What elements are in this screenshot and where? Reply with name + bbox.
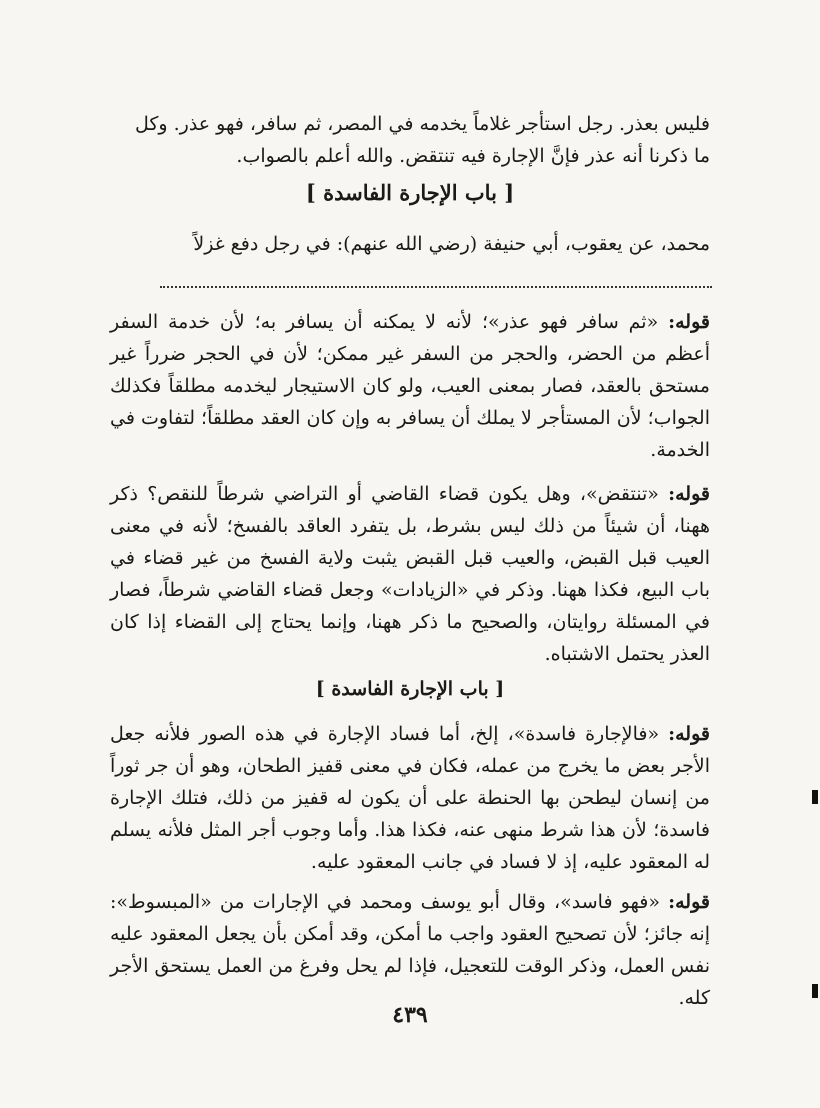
commentary-paragraph-3 — [110, 718, 710, 878]
section-heading-commentary: [ باب الإجارة الفاسدة ] — [315, 678, 505, 700]
commentary-text: «فالإجارة فاسدة»، إلخ، أما فساد الإجارة في هذه الصور فلأنه جعل الأجر بعض ما يخرج من عمله، فكان في معنى قفيز الطحان، وهو أن جر ثوراً من إنسان ليطحن بها الحنطة على أن يكون له قفيز من ذلك، فتلك الإجارة فاسدة؛ لأن هذا شرط منهى عنه، فكذا هذا. وأما وجوب أجر المثل فلأنه يسلم له المعقود عليه، إذ لا فساد في جانب المعقود عليه. — [110, 723, 710, 873]
commentary-paragraph-1 — [110, 306, 710, 466]
commentary-paragraph-2 — [110, 478, 710, 670]
margin-mark — [812, 790, 818, 804]
commentary-text: «ثم سافر فهو عذر»؛ لأنه لا يمكنه أن يسافر به؛ لأن خدمة السفر أعظم من الحضر، والحجر من السفر غير ممكن؛ لأن في الحجر ضرراً غير مستحق بالعقد، فصار بمعنى العيب، ولو كان الاستيجار ليخدمه مطلقاً فكذلك الجواب؛ لأن المستأجر لا يملك أن يسافر به وإن كان العقد مطلقاً؛ لتفاوت في الخدمة. — [110, 311, 710, 461]
top-line-1: فليس بعذر. رجل استأجر غلاماً يخدمه في المصر، ثم سافر، فهو عذر. وكل — [134, 113, 710, 135]
commentary-text: «تنتقض»، وهل يكون قضاء القاضي أو التراضي شرطاً للنقص؟ ذكر ههنا، أن شيئاً من ذلك ليس بشرط، بل يتفرد العاقد بالفسخ؛ لأنه في معنى العيب قبل القبض، والعيب قبل القبض يثبت ولاية الفسخ من غير قضاء في باب البيع، فكذا ههنا. وذكر في «الزيادات» وجعل قضاء القاضي شرطاً، فصار في المسئلة روايتان، والصحيح ما ذكر ههنا، وإنما يحتاج إلى القضاء إذا كان العذر يحتمل الاشتباه. — [110, 483, 710, 665]
commentary-label: قوله: — [668, 723, 710, 745]
intro-line: محمد، عن يعقوب، أبي حنيفة (رضي الله عنهم): في رجل دفع غزلاً — [193, 233, 710, 255]
margin-mark — [812, 984, 818, 998]
top-line-2: ما ذكرنا أنه عذر فإنَّ الإجارة فيه تنتقض. والله أعلم بالصواب. — [236, 145, 710, 167]
section-heading-main: [ باب الإجارة الفاسدة ] — [305, 180, 515, 205]
commentary-text: «فهو فاسد»، وقال أبو يوسف ومحمد في الإجارات من «المبسوط»: إنه جائز؛ لأن تصحيح العقود واجب ما أمكن، وقد أمكن بأن يجعل المعقود عليه نفس العمل، وذكر الوقت للتعجيل، فإذا لم يحل وفرغ من العمل يستحق الأجر كله. — [110, 891, 710, 1009]
page-number: ٤٣٩ — [392, 1002, 428, 1028]
commentary-label: قوله: — [668, 311, 710, 333]
commentary-label: قوله: — [668, 483, 710, 505]
top-paragraph — [110, 108, 710, 172]
commentary-label: قوله: — [668, 891, 710, 913]
commentary-paragraph-4 — [110, 886, 710, 1014]
footnote-separator — [160, 286, 712, 288]
